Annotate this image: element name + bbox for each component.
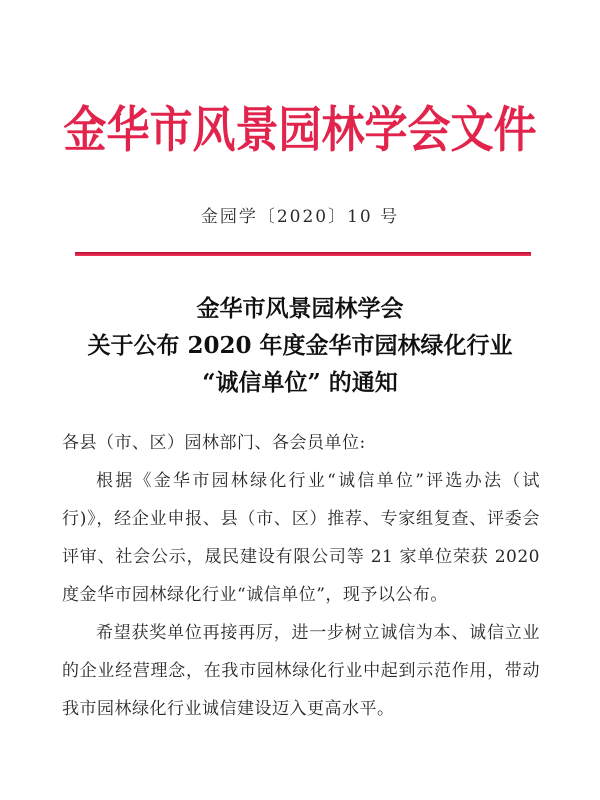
body-line: 希望获奖单位再接再厉，进一步树立诚信为本、诚信立业: [96, 623, 540, 643]
body-salutation: 各县（市、区）园林部门、各会员单位:: [62, 433, 366, 453]
header-divider-line: [75, 252, 531, 256]
body-line: 评审、社会公示，晟民建设有限公司等 21 家单位荣获 2020: [62, 547, 540, 567]
notice-title-line-3: “诚信单位” 的通知: [202, 369, 398, 396]
notice-body: [62, 424, 540, 728]
notice-title-line-1: 金华市风景园林学会: [196, 295, 404, 322]
document-number: 金园学〔2020〕10 号: [200, 207, 400, 227]
body-line: 行)》，经企业申报、县（市、区）推荐、专家组复查、评委会: [62, 509, 540, 529]
body-line: 度金华市园林绿化行业“诚信单位”，现予以公布。: [62, 585, 448, 605]
body-line: 的企业经营理念，在我市园林绿化行业中起到示范作用，带动: [62, 661, 540, 681]
body-line: 我市园林绿化行业诚信建设迈入更高水平。: [62, 699, 395, 719]
notice-title: [0, 290, 600, 401]
document-header-org-title: 金华市风景园林学会文件: [63, 102, 537, 160]
body-line: 根据《金华市园林绿化行业“诚信单位”评选办法（试: [96, 471, 540, 491]
notice-title-line-2: 关于公布 2020 年度金华市园林绿化行业: [87, 332, 513, 359]
